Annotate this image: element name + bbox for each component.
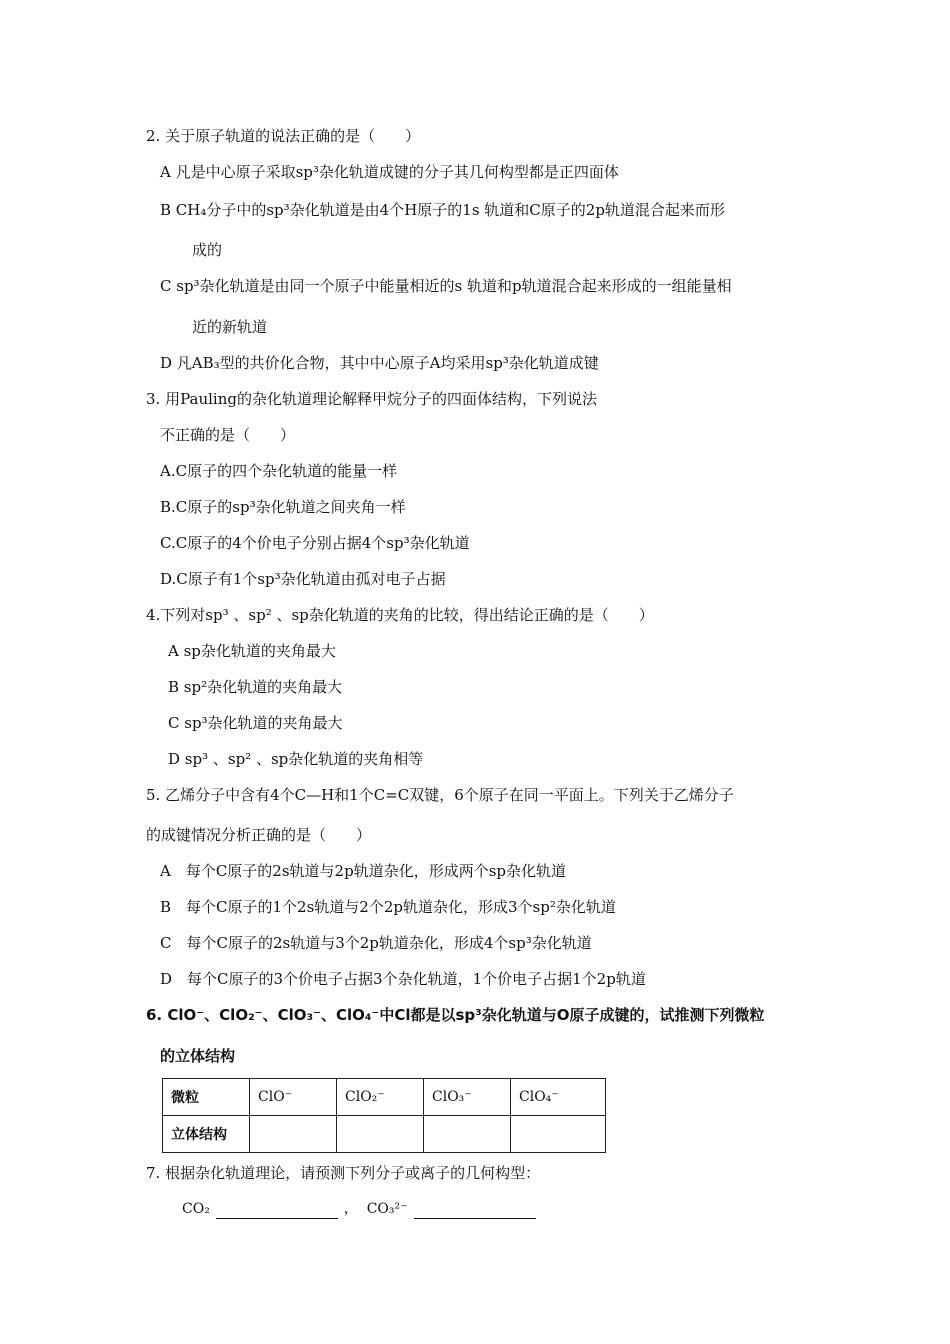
q3-option-d: D.C原子有1个sp³杂化轨道由孤对电子占据 — [160, 570, 446, 588]
table-row-structure — [163, 1116, 606, 1153]
q5-option-c: C 每个C原子的2s轨道与3个2p轨道杂化，形成4个sp³杂化轨道 — [160, 934, 592, 952]
q5-stem-line1: 5. 乙烯分子中含有4个C—H和1个C=C双键，6个原子在同一平面上。下列关于乙烯分子 — [146, 786, 734, 804]
q2-option-c-line2: 近的新轨道 — [192, 318, 268, 336]
q2-option-b-line2: 成的 — [192, 241, 223, 259]
q3-option-b: B.C原子的sp³杂化轨道之间夹角一样 — [160, 498, 406, 516]
table-answer-cell[interactable] — [511, 1116, 606, 1153]
q4-option-c: C sp³杂化轨道的夹角最大 — [168, 714, 343, 732]
q7-item-co3: CO₃²⁻ — [366, 1201, 408, 1217]
structure-table — [162, 1078, 606, 1153]
q7-separator: ， — [343, 1201, 358, 1217]
table-header-structure: 立体结构 — [163, 1116, 250, 1153]
q5-stem-line2: 的成键情况分析正确的是（ ） — [146, 826, 372, 844]
q2-stem: 2. 关于原子轨道的说法正确的是（ ） — [146, 127, 421, 145]
table-header-species: 微粒 — [163, 1079, 250, 1116]
q4-option-d: D sp³ 、sp² 、sp杂化轨道的夹角相等 — [168, 750, 424, 768]
q3-option-c: C.C原子的4个价电子分别占据4个sp³杂化轨道 — [160, 534, 470, 552]
table-answer-cell[interactable] — [337, 1116, 424, 1153]
table-cell-clo2: ClO₂⁻ — [337, 1079, 424, 1116]
q5-option-a: A 每个C原子的2s轨道与2p轨道杂化，形成两个sp杂化轨道 — [160, 862, 566, 880]
q4-option-a: A sp杂化轨道的夹角最大 — [168, 642, 336, 660]
table-cell-clo4: ClO₄⁻ — [511, 1079, 606, 1116]
q2-option-c-line1: C sp³杂化轨道是由同一个原子中能量相近的s 轨道和p轨道混合起来形成的一组能量相 — [160, 277, 732, 295]
q2-option-a: A 凡是中心原子采取sp³杂化轨道成键的分子其几何构型都是正四面体 — [160, 163, 619, 181]
q7-stem: 7. 根据杂化轨道理论，请预测下列分子或离子的几何构型： — [146, 1164, 541, 1182]
q7-item-co2: CO₂ — [182, 1201, 210, 1217]
q5-option-d: D 每个C原子的3个价电子占据3个杂化轨道，1个价电子占据1个2p轨道 — [160, 970, 646, 988]
q6-stem-line1: 6. ClO⁻、ClO₂⁻、ClO₃⁻、ClO₄⁻中Cl都是以sp³杂化轨道与O原子成键的，试推测下列微粒 — [146, 1006, 765, 1024]
table-row-species — [163, 1079, 606, 1116]
table-cell-clo: ClO⁻ — [250, 1079, 337, 1116]
q2-option-d: D 凡AB₃型的共价化合物，其中中心原子A均采用sp³杂化轨道成键 — [160, 354, 599, 372]
q4-option-b: B sp²杂化轨道的夹角最大 — [168, 678, 343, 696]
q7-answer-line — [182, 1199, 542, 1219]
q3-stem-line1: 3. 用Pauling的杂化轨道理论解释甲烷分子的四面体结构，下列说法 — [146, 390, 597, 408]
q3-stem-line2: 不正确的是（ ） — [160, 426, 296, 444]
table-answer-cell[interactable] — [424, 1116, 511, 1153]
table-cell-clo3: ClO₃⁻ — [424, 1079, 511, 1116]
q7-blank-co3[interactable] — [414, 1202, 536, 1219]
q2-option-b-line1: B CH₄分子中的sp³杂化轨道是由4个H原子的1s 轨道和C原子的2p轨道混合起来而形 — [160, 201, 725, 219]
q3-option-a: A.C原子的四个杂化轨道的能量一样 — [160, 462, 398, 480]
q7-blank-co2[interactable] — [216, 1202, 338, 1219]
q4-stem: 4.下列对sp³ 、sp² 、sp杂化轨道的夹角的比较，得出结论正确的是（ ） — [146, 606, 654, 624]
q5-option-b: B 每个C原子的1个2s轨道与2个2p轨道杂化，形成3个sp²杂化轨道 — [160, 898, 616, 916]
table-answer-cell[interactable] — [250, 1116, 337, 1153]
q6-stem-line2: 的立体结构 — [160, 1047, 236, 1065]
